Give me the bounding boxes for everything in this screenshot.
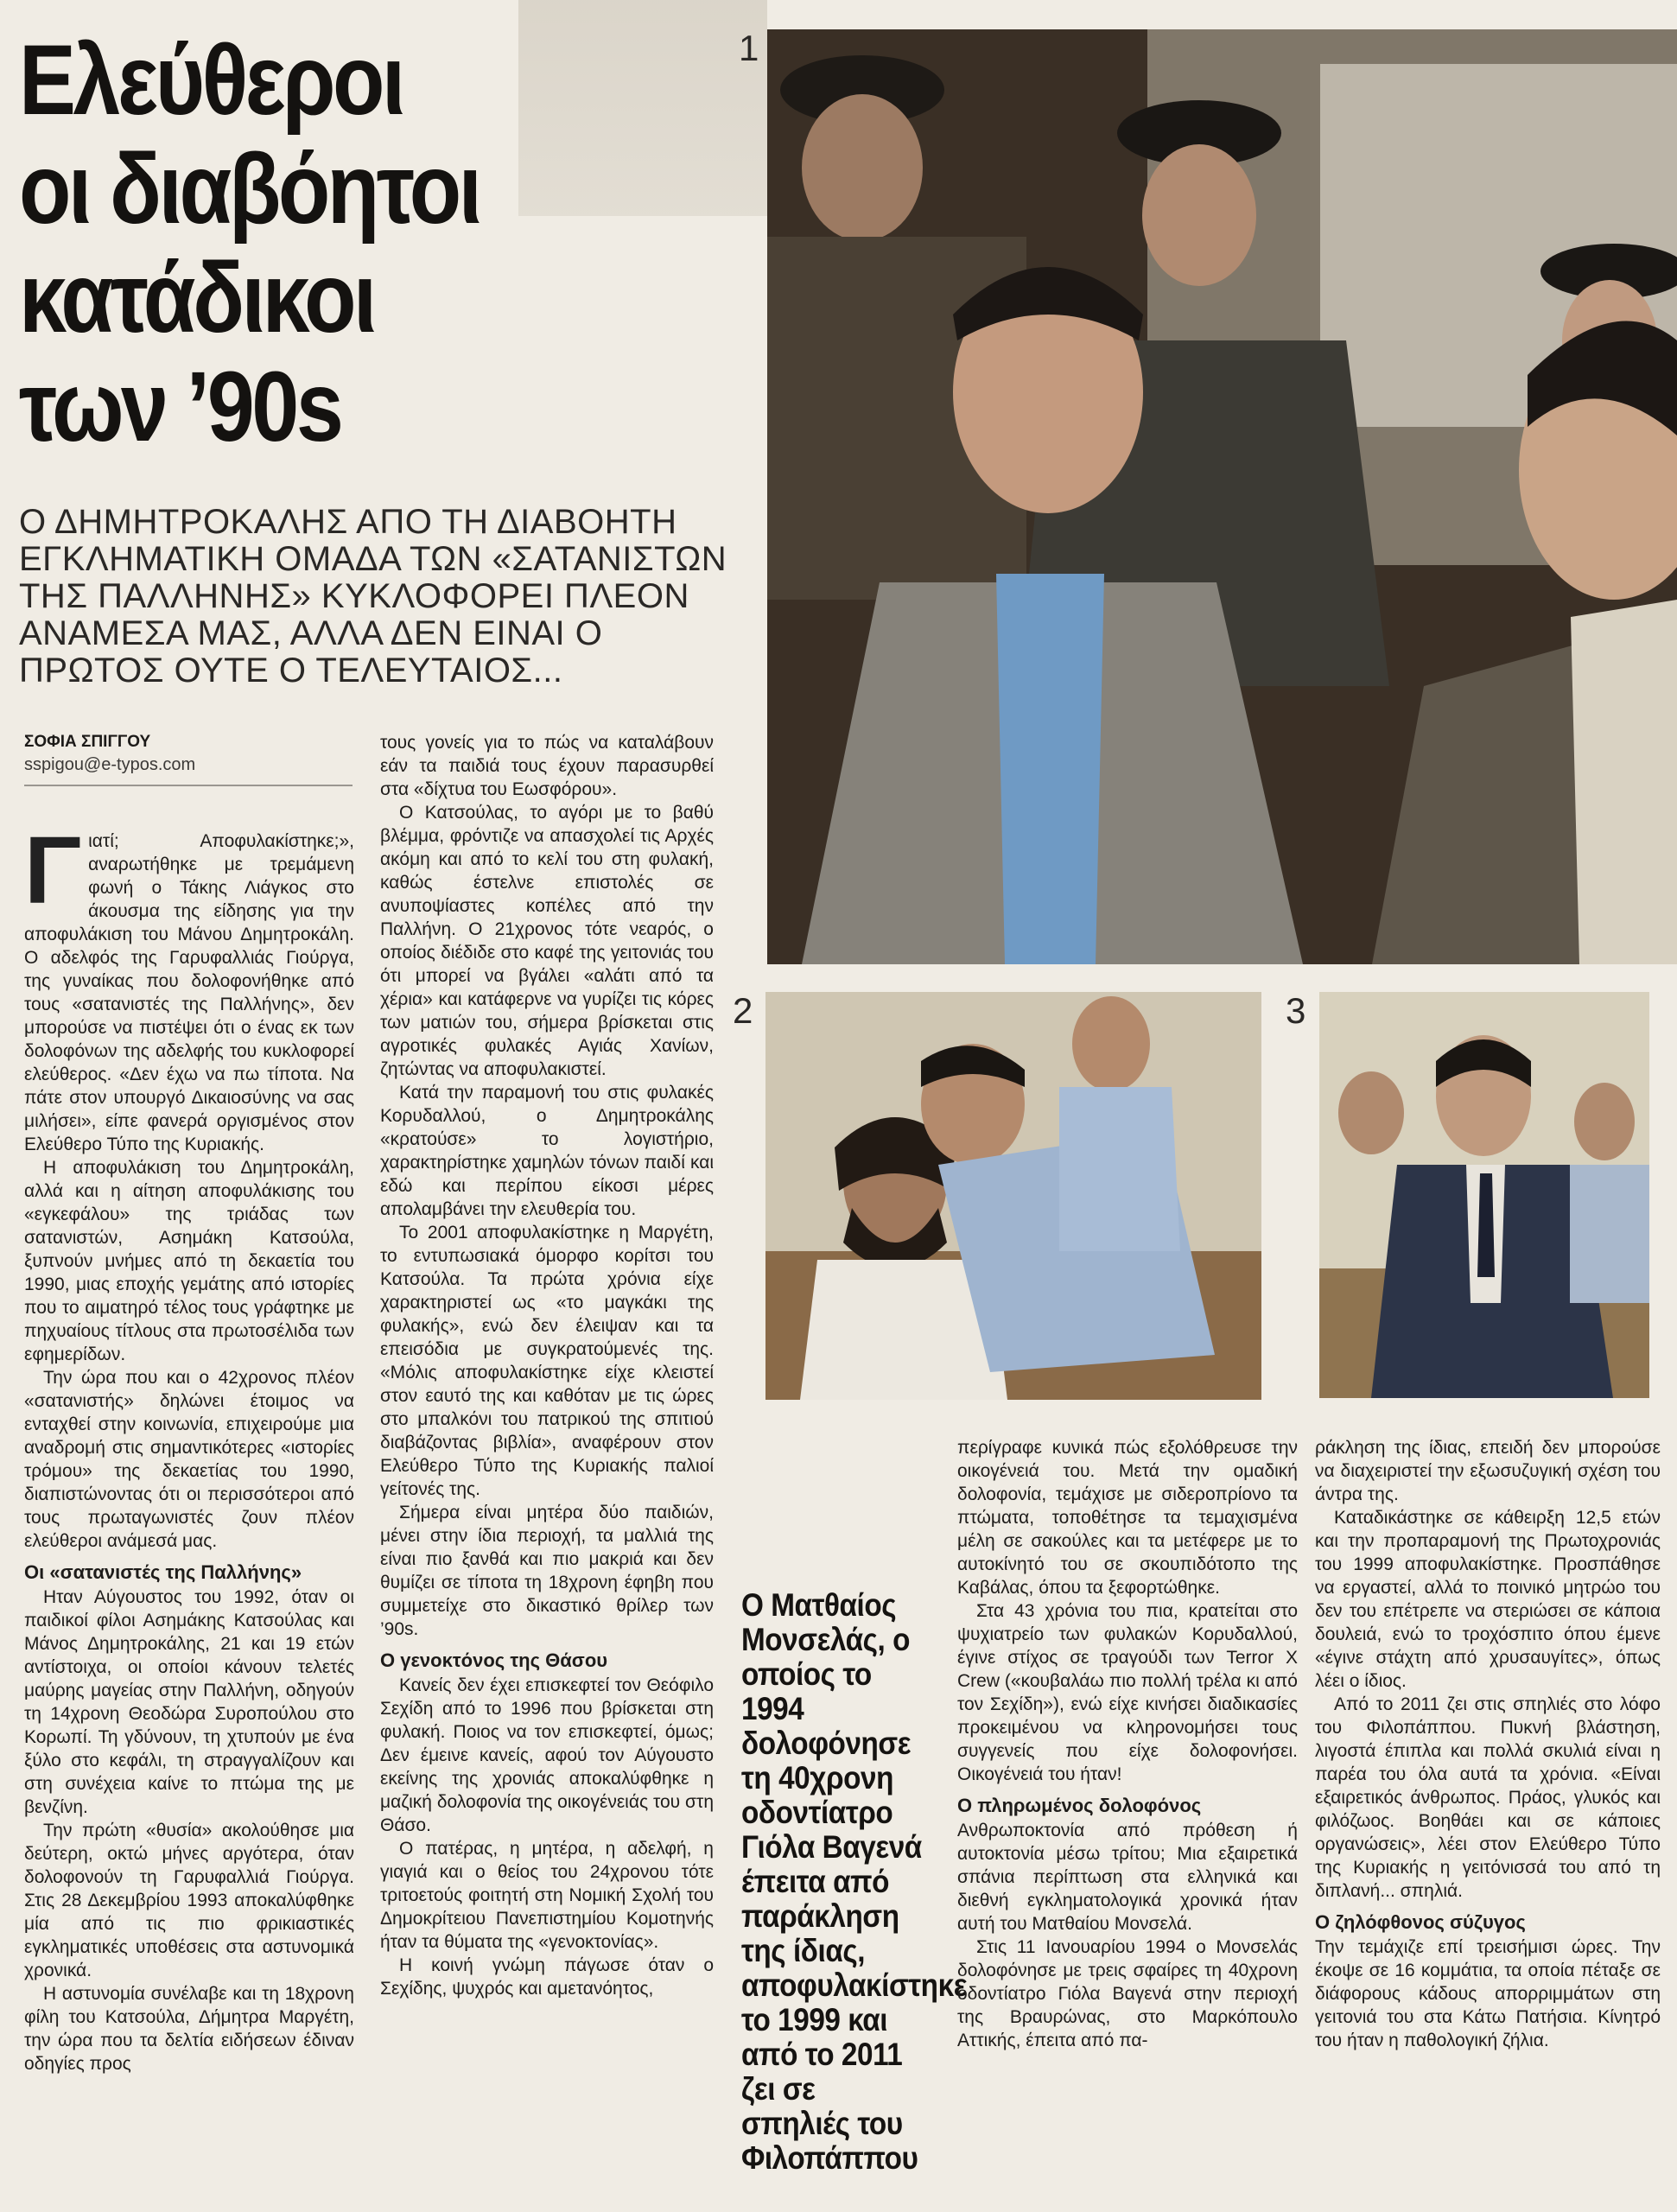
- headline-line: κατάδικοι: [19, 243, 375, 353]
- photo-number: 1: [739, 28, 759, 68]
- article-column-3: [957, 1436, 1298, 2052]
- section-heading: Οι «σατανιστές της Παλλήνης»: [24, 1561, 302, 1583]
- courtroom-photo-3: [1319, 992, 1649, 1398]
- body-paragraph: Η αστυνομία συνέλαβε και τη 18χρονη φίλη του Κατσούλα, Δήμητρα Μαργέτη, την ώρα που τα δελτία ειδήσεων έδιναν οδηγίες προς: [24, 1984, 354, 2074]
- drop-cap: Γ: [24, 817, 82, 924]
- body-paragraph: Σήμερα είναι μητέρα δύο παιδιών, μένει στην ίδια περιοχή, τα μαλλιά της είναι πιο ξανθά και πιο μακριά και δεν θυμίζει σε τίποτα τη 18χρονη έφηβη που συμμετείχε στο δικαστικό θρίλερ των ’90s.: [380, 1503, 714, 1639]
- body-paragraph: περίγραφε κυνικά πώς εξολόθρευσε την οικογένειά του. Μετά την ομαδική δολοφονία, τεμάχισε με σιδεροπρίονο τα πτώματα, τοποθέτησε τα τεμαχισμένα μέλη σε σακούλες και τα μετέφερε με το αυτοκίνητό του σε σκουπιδότοπο της Καβάλας, όπου τα ξεφορτώθηκε.: [957, 1438, 1298, 1598]
- body-paragraph: Ανθρωποκτονία από πρόθεση ή αυτοκτονία μέσω τρίτου; Μια εξαιρετικά σπάνια περίπτωση στα ελληνικά και διεθνή εγκληματολογικά χρονικά ήταν αυτή του Ματθαίου Μονσελά.: [957, 1821, 1298, 1934]
- body-paragraph: Κανείς δεν έχει επισκεφτεί τον Θεόφιλο Σεχίδη από το 1996 που βρίσκεται στη φυλακή. Ποιος να τον επισκεφτεί, όμως; Δεν έμεινε κανείς, αφού τον Αύγουστο εκείνης της χρονιάς αποκαλύφθηκε η μαζική δολοφονία της οικογένειάς του στη Θάσο.: [380, 1675, 714, 1835]
- body-paragraph: Η κοινή γνώμη πάγωσε όταν ο Σεχίδης, ψυχρός και αμετανόητος,: [380, 1955, 714, 1999]
- byline-divider: [24, 785, 353, 786]
- body-paragraph: Από το 2011 ζει στις σπηλιές στο λόφο του Φιλοπάππου. Πυκνή βλάστηση, λιγοστά έπιπλα και πολλά σκυλιά είναι η παρέα του όλα αυτά τα χρόνια. «Είναι εξαιρετικός άνθρωπος. Πράος, γλυκός και φιλόζωος. Βοηθάει και σε κάποιες οργανώσεις», λέει στον Ελεύθερο Τύπο της Κυριακής η γειτόνισσά του από τη διπλανή... σπηλιά.: [1315, 1694, 1661, 1901]
- lead-text: ιατί; Αποφυλακίστηκε;», αναρωτήθηκε με τρεμάμενη φωνή ο Τάκης Λιάγκος στο άκουσμα της είδησης για την αποφυλάκιση του Μάνου Δημητροκάλη. Ο αδελφός της Γαρυφαλλιάς Γιούργα, της γυναίκας που δολοφονήθηκε από τους «σατανιστές της Παλλήνης», δεν μπορούσε να πιστέψει ότι ο ένας εκ των δολοφόνων της αδελφής του κυκλοφορεί ελεύθερος. «Δεν έχω να πω τίποτα. Να πάτε στον υπουργό Δικαιοσύνης να σας μιλήσει», είπε φανερά οργισμένος στον Ελεύθερο Τύπο της Κυριακής.: [24, 831, 354, 1154]
- body-paragraph: τους γονείς για το πώς να καταλάβουν εάν τα παιδιά τους έχουν παρασυρθεί στα «δίχτυα του Εωσφόρου».: [380, 733, 714, 799]
- body-paragraph: Καταδικάστηκε σε κάθειρξη 12,5 ετών και την προπαραμονή της Πρωτοχρονιάς του 1999 αποφυλακίστηκε. Προσπάθησε να εργαστεί, αλλά το ποινικό μητρώο του δεν του επέτρεπε να στεριώσει σε κάποια δουλειά, ενώ το τροχόσπιτο όπου έμενε «έγινε στάχτη από χρυσαυγίτες», όπως λέει ο ίδιος.: [1315, 1508, 1661, 1691]
- courtroom-photo-2: [765, 992, 1261, 1400]
- courtroom-illustration: [767, 29, 1677, 964]
- photo-number: 3: [1286, 990, 1306, 1031]
- defendant-with-officer-illustration: [765, 992, 1261, 1400]
- headline-line: οι διαβόητοι: [19, 134, 480, 245]
- body-paragraph: ράκληση της ίδιας, επειδή δεν μπορούσε να διαχειριστεί την εξωσυζυγική σχέση του άντρα της.: [1315, 1438, 1661, 1504]
- body-paragraph: Την ώρα που και ο 42χρονος πλέον «σατανιστής» δηλώνει έτοιμος να ενταχθεί στην κοινωνία, επιχειρούμε μια αναδρομή στις σημαντικότερες «ιστορίες τρόμου» της δεκαετίας του 1990, διαπιστώνοντας ότι οι περισσότεροι από τους πρωταγωνιστές ζουν πλέον ελεύθεροι ανάμεσά μας.: [24, 1368, 354, 1551]
- body-paragraph: Στις 11 Ιανουαρίου 1994 ο Μονσελάς δολοφόνησε με τρεις σφαίρες τη 40χρονη οδοντίατρο Γιόλα Βαγενά στην περιοχή της Βραυρώνας, στο Μαρκόπουλο Αττικής, έπειτα από πα-: [957, 1937, 1298, 2050]
- deck-subheadline: Ο ΔΗΜΗΤΡΟΚΑΛΗΣ ΑΠΟ ΤΗ ΔΙΑΒΟΗΤΗ ΕΓΚΛΗΜΑΤΙΚΗ ΟΜΑΔΑ ΤΩΝ «ΣΑΤΑΝΙΣΤΩΝ ΤΗΣ ΠΑΛΛΗΝΗΣ» ΚΥΚΛΟΦΟΡΕΙ ΠΛΕΟΝ ΑΝΑΜΕΣΑ ΜΑΣ, ΑΛΛΑ ΔΕΝ ΕΙΝΑΙ Ο ΠΡΩΤΟΣ ΟΥΤΕ Ο ΤΕΛΕΥΤΑΙΟΣ...: [19, 503, 727, 690]
- article-column-2: [380, 731, 714, 2000]
- body-paragraph: Το 2001 αποφυλακίστηκε η Μαργέτη, το εντυπωσιακά όμορφο κορίτσι του Κατσούλα. Τα πρώτα χρόνια είχε χαρακτηριστεί ως «το μαγκάκι της φυλακής», ενώ δεν έλειψαν και τα επεισόδια με συγκρατούμενές της. «Μόλις αποφυλακίστηκε είχε κλειστεί στον εαυτό της και καθόταν με τις ώρες στο μπαλκόνι του πατρικού της σπιτιού διαβάζοντας βιβλία», αναφέρουν στον Ελεύθερο Τύπο της Κυριακής παλιοί γείτονές της.: [380, 1223, 714, 1499]
- body-paragraph: Στα 43 χρόνια του πια, κρατείται στο ψυχιατρείο των φυλακών Κορυδαλλού, έγινε στίχος σε τραγούδι των Terror X Crew («κουβαλάω πιο πολλή τρέλα κι από τον Σεχίδη»), ενώ είχε κινήσει διαδικασίες προκειμένου να κληρονομήσει τους συγγενείς που είχε δολοφονήσει. Οικογένειά του ήταν!: [957, 1601, 1298, 1784]
- lead-paragraph: [24, 817, 354, 1156]
- section-heading: Ο πληρωμένος δολοφόνος: [957, 1795, 1202, 1816]
- body-paragraph: Την πρώτη «θυσία» ακολούθησε μια δεύτερη, οκτώ μήνες αργότερα, όταν δολοφονούν τη Γαρυφαλλιά Γιούργα. Στις 28 Δεκεμβρίου 1993 αποκαλύφθηκε μία από τις πιο φρικιαστικές εγκληματικές υποθέσεις στα αστυνομικά χρονικά.: [24, 1821, 354, 1980]
- author-email[interactable]: sspigou@e-typos.com: [24, 755, 196, 774]
- pull-quote: Ο Ματθαίος Μονσελάς, ο οποίος το 1994 δολοφόνησε τη 40χρονη οδοντίατρο Γιόλα Βαγενά έπειτα από παράκληση της ίδιας, αποφυλακίστηκε το 1999 και από το 2011 ζει σε σπηλιές του Φιλοπάππου: [741, 1587, 968, 2176]
- body-paragraph: Ο Κατσούλας, το αγόρι με το βαθύ βλέμμα, φρόντιζε να απασχολεί τις Αρχές ακόμη και από το κελί του στη φυλακή, καθώς έστελνε επιστολές σε ανυποψίαστες κοπέλες από την Παλλήνη. Ο 21χρονος τότε νεαρός, ο οποίος διέδιδε στο καφέ της γειτονιάς του ότι μπορεί να βγάλει «αλάτι από τα χέρια» και κατάφερνε να γυρίζει τις κόρες των ματιών του, σήμερα βρίσκεται στις αγροτικές φυλακές Αγιάς Χανίων, ζητώντας να αποφυλακιστεί.: [380, 803, 714, 1079]
- man-in-suit-illustration: [1319, 992, 1649, 1398]
- headline-line: των ’90s: [19, 352, 341, 462]
- headline: [19, 26, 658, 461]
- article-column-4: [1315, 1436, 1661, 2052]
- body-paragraph: Κατά την παραμονή του στις φυλακές Κορυδαλλού, ο Δημητροκάλης «κρατούσε» το λογιστήριο, χαρακτηρίστηκε χαμηλών τόνων παιδί και εδώ και περίπου είκοσι μέρες απολαμβάνει την ελευθερία του.: [380, 1083, 714, 1219]
- body-paragraph: Την τεμάχιζε επί τρεισήμισι ώρες. Την έκοψε σε 16 κομμάτια, τα οποία πέταξε σε διάφορους κάδους απορριμμάτων στη γειτονιά του στα Κάτω Πατήσια. Κίνητρό του ήταν η παθολογική ζήλια.: [1315, 1937, 1661, 2050]
- section-heading: Ο γενοκτόνος της Θάσου: [380, 1649, 608, 1671]
- body-paragraph: Ηταν Αύγουστος του 1992, όταν οι παιδικοί φίλοι Ασημάκης Κατσούλας και Μάνος Δημητροκάλης, 21 και 19 ετών αντίστοιχα, οι οποίοι κάνουν τελετές μαύρης μαγείας στην Παλλήνη, οδηγούν τη 14χρονη Θεοδώρα Συροπούλου στο Κορωπί. Τη γδύνουν, τη χτυπούν με ένα ξύλο στο κεφάλι, τη στραγγαλίζουν και στη συνέχεια καίνε το πτώμα της με βενζίνη.: [24, 1587, 354, 1817]
- body-paragraph: Ο πατέρας, η μητέρα, η αδελφή, η γιαγιά και ο θείος του 24χρονου τότε τριτοετούς φοιτητή στη Νομική Σχολή του Δημοκρίτειου Πανεπιστημίου Κομοτηνής ήταν τα θύματα της «γενοκτονίας».: [380, 1839, 714, 1952]
- body-paragraph: Η αποφυλάκιση του Δημητροκάλη, αλλά και η αίτηση αποφυλάκισης του «εγκεφάλου» της τριάδας των σατανιστών, Ασημάκη Κατσούλα, ξυπνούν μνήμες από τη δεκαετία του 1990, μιας εποχής γεμάτης από ιστορίες που το αιματηρό τέλος τους γράφτηκε με πηχυαίους τίτλους στα πρωτοσέλιδα των εφημερίδων.: [24, 1158, 354, 1364]
- section-heading: Ο ζηλόφθονος σύζυγος: [1315, 1911, 1526, 1933]
- headline-line: Ελεύθεροι: [19, 25, 403, 136]
- author-name: ΣΟΦΙΑ ΣΠΙΓΓΟΥ: [24, 733, 151, 751]
- article-column-1: [24, 817, 354, 2075]
- photo-number: 2: [733, 990, 753, 1031]
- courtroom-photo-main: [767, 29, 1677, 964]
